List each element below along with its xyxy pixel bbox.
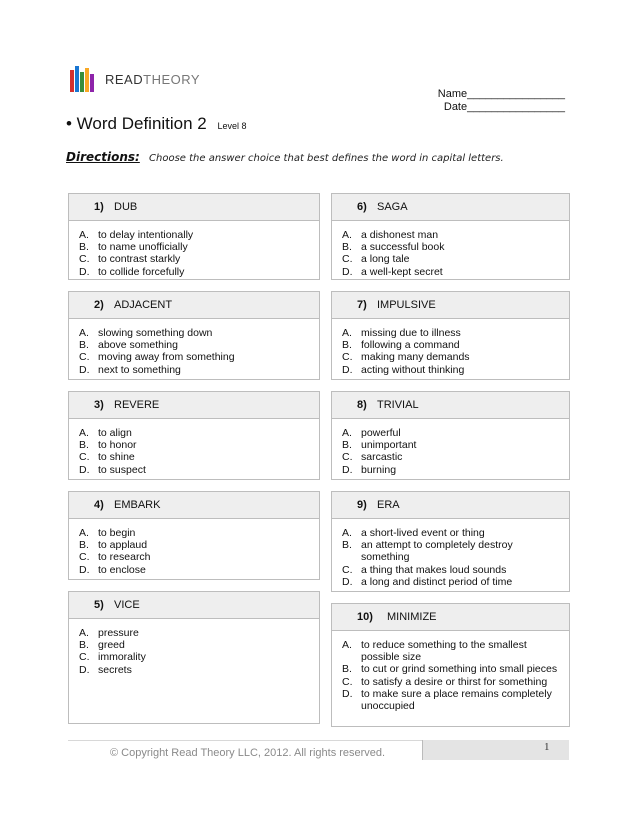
question-number: 7) <box>357 299 367 311</box>
option-letter: C. <box>79 551 90 564</box>
question-number: 6) <box>357 201 367 213</box>
option-text: to name unofficially <box>98 241 188 254</box>
answer-option[interactable] <box>342 676 569 688</box>
answer-option[interactable] <box>79 241 319 253</box>
answer-option[interactable] <box>79 464 319 476</box>
option-letter: B. <box>79 339 89 352</box>
option-text: powerful <box>361 427 401 439</box>
option-text: moving away from something <box>98 351 235 364</box>
question-card <box>68 591 320 724</box>
option-text: acting without thinking <box>361 363 465 376</box>
option-text: to satisfy a desire or thirst for something <box>361 675 548 688</box>
answer-option[interactable] <box>79 664 319 676</box>
question-word: DUB <box>114 201 138 213</box>
question-number: 4) <box>94 499 104 511</box>
question-word: ADJACENT <box>114 299 173 311</box>
answer-option[interactable] <box>79 229 319 241</box>
date-line: Date________________ <box>443 101 565 113</box>
answer-option[interactable] <box>79 427 319 439</box>
question-card <box>331 491 570 592</box>
option-text: to shine <box>98 451 135 464</box>
option-letter: C. <box>342 563 353 576</box>
question-word: IMPULSIVE <box>377 299 436 311</box>
option-text: pressure <box>98 627 139 639</box>
question-word: SAGA <box>377 201 408 213</box>
option-letter: C. <box>342 351 353 364</box>
answer-option[interactable] <box>342 539 569 563</box>
brand-part1: READ <box>105 72 144 87</box>
option-letter: A. <box>342 427 352 439</box>
option-text: a thing that makes loud sounds <box>361 563 507 576</box>
option-letter: C. <box>79 651 90 664</box>
answer-option[interactable] <box>342 339 569 351</box>
answer-option[interactable] <box>342 351 569 363</box>
question-word: MINIMIZE <box>387 611 437 623</box>
directions <box>66 150 504 164</box>
answer-option[interactable] <box>342 527 569 539</box>
answer-option[interactable] <box>342 229 569 241</box>
option-text: greed <box>98 639 125 652</box>
option-letter: C. <box>342 675 353 688</box>
option-text: burning <box>361 463 397 476</box>
option-letter: C. <box>79 451 90 464</box>
option-letter: A. <box>79 327 89 339</box>
option-letter: B. <box>79 639 89 652</box>
question-number: 3) <box>94 399 104 411</box>
option-text: to honor <box>98 439 137 452</box>
answer-option[interactable] <box>342 576 569 588</box>
question-header <box>69 194 319 221</box>
option-text: to reduce something to the smallest possible size <box>361 639 527 664</box>
option-text: to collide forcefully <box>98 265 185 278</box>
brand-part2: THEORY <box>143 72 201 87</box>
option-letter: B. <box>342 439 352 452</box>
option-text: to research <box>98 551 151 564</box>
option-text: next to something <box>98 363 181 376</box>
option-letter: D. <box>79 463 90 476</box>
answer-option[interactable] <box>342 439 569 451</box>
option-letter: A. <box>342 639 352 651</box>
directions-text: Choose the answer choice that best defines the word in capital letters. <box>149 153 504 164</box>
option-letter: D. <box>79 663 90 676</box>
option-letter: C. <box>79 253 90 266</box>
question-header <box>69 492 319 519</box>
answer-option[interactable] <box>79 527 319 539</box>
option-text: to enclose <box>98 563 146 576</box>
option-text: slowing something down <box>98 327 213 339</box>
answer-option[interactable] <box>79 627 319 639</box>
answer-option[interactable] <box>79 539 319 551</box>
question-card <box>68 193 320 280</box>
option-letter: D. <box>342 463 353 476</box>
option-text: making many demands <box>361 351 470 364</box>
brand-name <box>105 72 200 87</box>
question-card <box>331 193 570 280</box>
question-word: VICE <box>114 599 140 611</box>
option-text: a short-lived event or thing <box>361 527 485 539</box>
answer-option[interactable] <box>342 364 569 376</box>
option-letter: D. <box>79 363 90 376</box>
option-text: to begin <box>98 527 136 539</box>
option-text: to delay intentionally <box>98 229 194 241</box>
option-text: sarcastic <box>361 451 403 464</box>
option-text: an attempt to completely destroy something <box>361 539 513 564</box>
question-card <box>331 391 570 480</box>
option-letter: A. <box>342 327 352 339</box>
answer-option[interactable] <box>342 451 569 463</box>
option-text: a dishonest man <box>361 229 439 241</box>
answer-option[interactable] <box>342 253 569 265</box>
option-text: unimportant <box>361 439 417 452</box>
page-number: 1 <box>544 741 550 753</box>
answer-option[interactable] <box>342 688 569 712</box>
option-letter: B. <box>342 663 352 676</box>
option-letter: D. <box>342 363 353 376</box>
option-letter: C. <box>342 451 353 464</box>
answer-option[interactable] <box>79 253 319 265</box>
answer-option[interactable] <box>79 551 319 563</box>
question-number: 9) <box>357 499 367 511</box>
option-letter: A. <box>342 527 352 539</box>
answer-option[interactable] <box>342 564 569 576</box>
option-text: to contrast starkly <box>98 253 181 266</box>
option-text: a long tale <box>361 253 410 266</box>
name-date-block <box>430 88 565 114</box>
question-header <box>69 392 319 419</box>
answer-option[interactable] <box>79 351 319 363</box>
name-line: Name________________ <box>437 88 565 100</box>
question-header <box>332 392 569 419</box>
option-text: a well-kept secret <box>361 265 443 278</box>
option-letter: A. <box>79 627 89 639</box>
option-letter: C. <box>342 253 353 266</box>
answer-option[interactable] <box>342 266 569 278</box>
question-card <box>68 491 320 580</box>
option-text: above something <box>98 339 178 352</box>
option-letter: A. <box>342 229 352 241</box>
answer-option[interactable] <box>342 241 569 253</box>
answer-option[interactable] <box>79 639 319 651</box>
answer-option[interactable] <box>79 339 319 351</box>
option-text: a successful book <box>361 241 445 254</box>
question-card <box>68 291 320 380</box>
question-card <box>331 291 570 380</box>
answer-option[interactable] <box>79 651 319 663</box>
option-letter: A. <box>79 229 89 241</box>
directions-label: Directions: <box>66 150 140 164</box>
option-text: to applaud <box>98 539 148 552</box>
option-letter: A. <box>79 427 89 439</box>
answer-option[interactable] <box>342 464 569 476</box>
question-card <box>68 391 320 480</box>
title-text: • Word Definition 2 <box>66 114 207 133</box>
question-header <box>69 592 319 619</box>
answer-option[interactable] <box>342 327 569 339</box>
option-text: to cut or grind something into small pieces <box>361 663 558 676</box>
option-letter: C. <box>79 351 90 364</box>
question-word: REVERE <box>114 399 160 411</box>
question-number: 5) <box>94 599 104 611</box>
question-number: 8) <box>357 399 367 411</box>
option-text: secrets <box>98 663 132 676</box>
option-text: missing due to illness <box>361 327 461 339</box>
option-letter: B. <box>79 539 89 552</box>
question-number: 2) <box>94 299 104 311</box>
answer-option[interactable] <box>79 266 319 278</box>
level-label: Level 8 <box>217 121 247 131</box>
option-text: a long and distinct period of time <box>361 575 513 588</box>
copyright-text: © Copyright Read Theory LLC, 2012. All rights reserved. <box>110 747 386 759</box>
question-card <box>331 603 570 727</box>
answer-option[interactable] <box>342 663 569 675</box>
question-header <box>332 604 569 631</box>
option-letter: A. <box>79 527 89 539</box>
readtheory-logo-icon <box>70 66 94 92</box>
question-word: EMBARK <box>114 499 161 511</box>
question-number: 1) <box>94 201 104 213</box>
question-header <box>332 292 569 319</box>
answer-option[interactable] <box>79 451 319 463</box>
option-text: to align <box>98 427 132 439</box>
answer-option[interactable] <box>79 564 319 576</box>
question-word: ERA <box>377 499 400 511</box>
question-word: TRIVIAL <box>377 399 419 411</box>
question-number: 10) <box>357 611 373 623</box>
option-letter: B. <box>79 439 89 452</box>
option-letter: B. <box>342 339 352 352</box>
option-letter: D. <box>79 563 90 576</box>
option-text: following a command <box>361 339 460 352</box>
option-letter: D. <box>342 265 353 278</box>
option-letter: B. <box>79 241 89 254</box>
question-header <box>332 194 569 221</box>
worksheet-title <box>66 114 247 134</box>
answer-option[interactable] <box>79 439 319 451</box>
answer-option[interactable] <box>79 364 319 376</box>
option-text: immorality <box>98 651 146 664</box>
answer-option[interactable] <box>342 639 569 663</box>
question-header <box>69 292 319 319</box>
answer-option[interactable] <box>79 327 319 339</box>
option-letter: B. <box>342 241 352 254</box>
option-letter: B. <box>342 539 352 552</box>
option-text: to suspect <box>98 463 146 476</box>
answer-option[interactable] <box>342 427 569 439</box>
option-text: to make sure a place remains completely unoccupied <box>361 687 552 713</box>
option-letter: D. <box>342 575 353 588</box>
question-header <box>332 492 569 519</box>
option-letter: D. <box>342 687 353 700</box>
option-letter: D. <box>79 265 90 278</box>
